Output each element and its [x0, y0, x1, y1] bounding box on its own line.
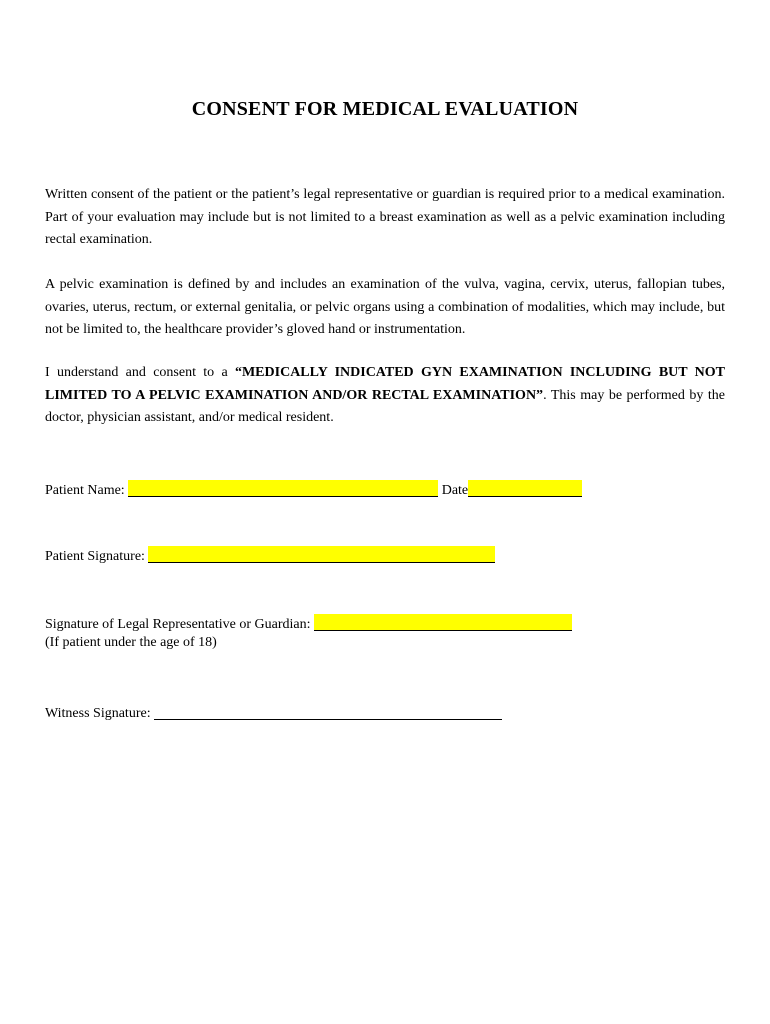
witness-signature-field[interactable]	[154, 703, 502, 720]
guardian-signature-label: Signature of Legal Representative or Guardian:	[45, 617, 315, 632]
patient-name-label: Patient Name:	[45, 483, 129, 498]
pelvic-exam-definition-paragraph: A pelvic examination is defined by and includes an examination of the vulva, vagina, cervix, uterus, fallopian tubes, ovaries, uterus, rectum, or external genitalia, or pelvic organs using a combination of modalities, which may include, but not be limited to, the healthcare provider’s gloved hand or instrumentation.	[45, 277, 725, 337]
guardian-signature-row	[45, 611, 572, 635]
consent-statement-end: . This may be performed by the doctor, physician assistant, and/or medical resident.	[45, 387, 725, 425]
patient-signature-row	[45, 543, 495, 567]
guardian-signature-field[interactable]	[314, 614, 572, 631]
consent-requirement-paragraph: Written consent of the patient or the patient’s legal representative or guardian is required prior to a medical examination. Part of your evaluation may include but is not limited to a breast examination as well as a pelvic examination including rectal examination.	[45, 187, 725, 247]
date-label: Date	[438, 483, 469, 498]
consent-statement-exam-type: “MEDICALLY INDICATED GYN EXAMINATION INCLUDING BUT NOT LIMITED TO A PELVIC EXAMINATION AND/OR RECTAL EXAMINATION”	[45, 365, 725, 403]
patient-signature-field[interactable]	[148, 546, 495, 563]
document-title: CONSENT FOR MEDICAL EVALUATION	[191, 98, 579, 120]
patient-name-row	[45, 477, 582, 501]
patient-signature-label: Patient Signature:	[45, 549, 149, 564]
witness-signature-label: Witness Signature:	[45, 706, 155, 721]
guardian-age-note: (If patient under the age of 18)	[45, 635, 217, 650]
consent-statement-intro: I understand and consent to a	[45, 365, 235, 380]
witness-signature-row	[45, 700, 502, 724]
date-field[interactable]	[468, 480, 582, 497]
consent-statement-paragraph	[45, 362, 725, 430]
patient-name-field[interactable]	[128, 480, 438, 497]
